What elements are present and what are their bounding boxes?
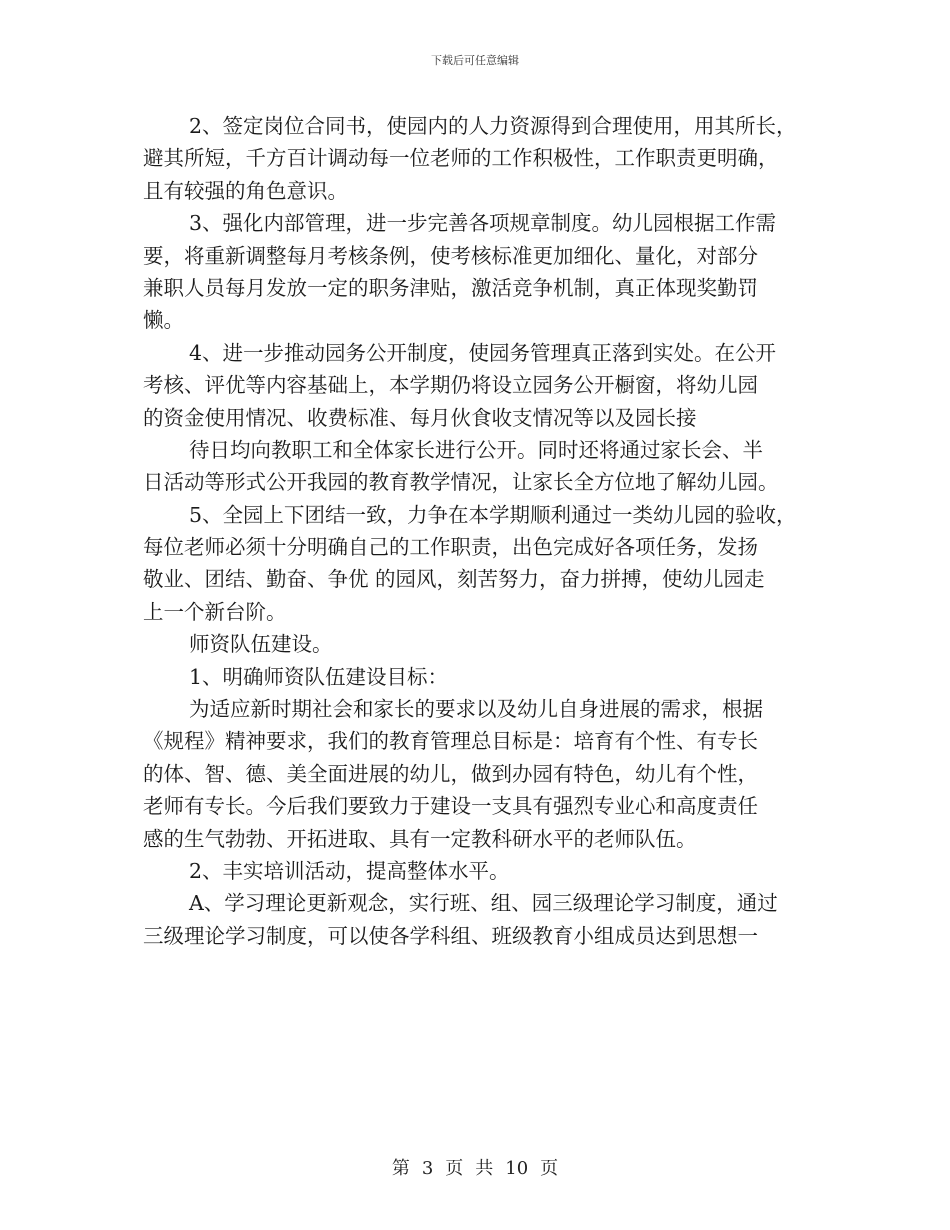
page-header: 下载后可任意编辑 — [431, 54, 519, 67]
text-line: 《规程》精神要求，我们的教育管理总目标是：培育有个性、有专长 — [143, 729, 758, 754]
page-footer — [0, 1154, 950, 1180]
page-label-mid: 页 — [445, 1158, 464, 1179]
text-line: 避其所短，千方百计调动每一位老师的工作积极性，工作职责更明确， — [143, 146, 779, 171]
text-line: 兼职人员每月发放一定的职务津贴，激活竞争机制，真正体现奖勤罚 — [143, 275, 758, 300]
text-line: 三级理论学习制度，可以使各学科组、班级教育小组成员达到思想一 — [143, 923, 758, 948]
text-line: 敬业、团结、勤奋、争优 的园风，刻苦努力，奋力拼搏，使幼儿园走 — [143, 567, 765, 592]
text-line: 待日均向教职工和全体家长进行公开。同时还将通过家长会、半 — [189, 437, 763, 462]
total-label: 共 — [475, 1158, 494, 1179]
text-line: 4、进一步推动园务公开制度，使园务管理真正落到实处。在公开 — [189, 340, 777, 365]
text-line: 考核、评优等内容基础上，本学期仍将设立园务公开橱窗，将幼儿园 — [143, 373, 758, 398]
text-line: 懒。 — [143, 308, 184, 333]
text-line: 日活动等形式公开我园的教育教学情况，让家长全方位地了解幼儿园。 — [143, 470, 779, 495]
text-line: 感的生气勃勃、开拓进取、具有一定教科研水平的老师队伍。 — [143, 826, 697, 851]
text-line: 的体、智、德、美全面进展的幼儿，做到办园有特色，幼儿有个性， — [143, 761, 758, 786]
text-line: 上一个新台阶。 — [143, 599, 287, 624]
text-line: 3、强化内部管理，进一步完善各项规章制度。幼儿园根据工作需 — [189, 211, 777, 236]
page-label-suffix: 页 — [540, 1158, 559, 1179]
text-line: 且有较强的角色意识。 — [143, 178, 348, 203]
text-line: 为适应新时期社会和家长的要求以及幼儿自身进展的需求，根据 — [189, 697, 763, 722]
text-line: 要，将重新调整每月考核条例，使考核标准更加细化、量化，对部分 — [143, 243, 758, 268]
text-line: 的资金使用情况、收费标准、每月伙食收支情况等以及园长接 — [143, 405, 697, 430]
section-heading: 师资队伍建设。 — [189, 632, 333, 657]
document-body — [143, 110, 833, 952]
text-line: 老师有专长。今后我们要致力于建设一支具有强烈专业心和高度责任 — [143, 794, 758, 819]
text-line: 2、签定岗位合同书，使园内的人力资源得到合理使用，用其所长， — [189, 114, 797, 138]
text-line: 5、全园上下团结一致，力争在本学期顺利通过一类幼儿园的验收， — [189, 502, 797, 527]
page-label-prefix: 第 — [391, 1158, 410, 1179]
current-page-number: 3 — [421, 1158, 434, 1179]
text-line: 每位老师必须十分明确自己的工作职责，出色完成好各项任务，发扬 — [143, 535, 758, 560]
text-line: A、学习理论更新观念，实行班、组、园三级理论学习制度，通过 — [189, 891, 778, 916]
total-pages-number: 10 — [505, 1158, 529, 1179]
subsection-heading: 1、明确师资队伍建设目标： — [189, 664, 449, 689]
subsection-heading: 2、丰实培训活动，提高整体水平。 — [189, 858, 510, 883]
